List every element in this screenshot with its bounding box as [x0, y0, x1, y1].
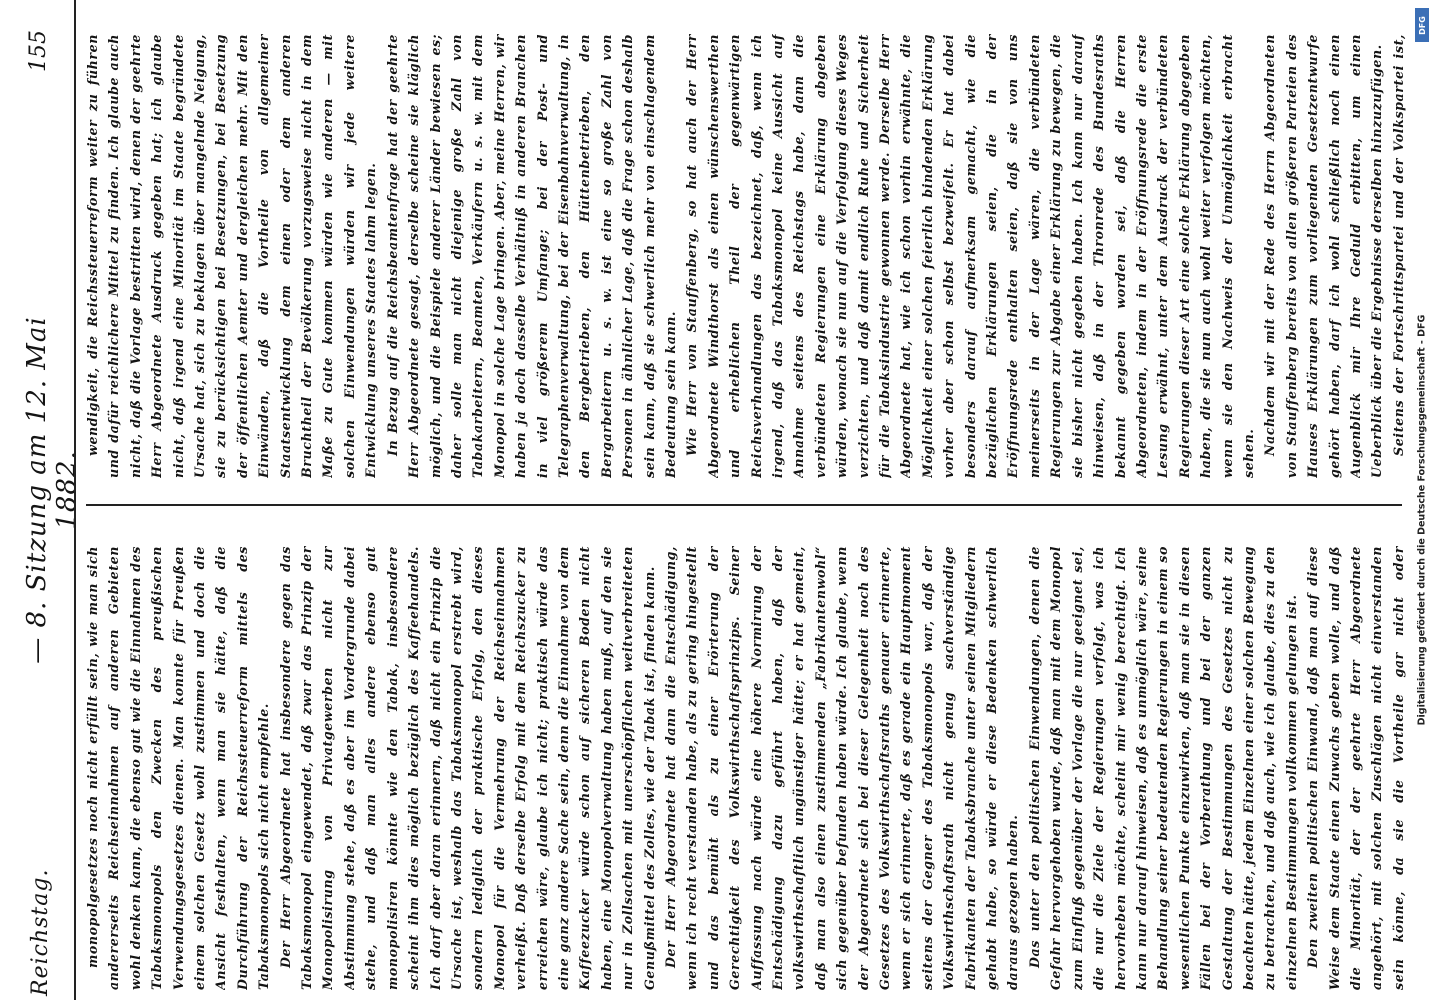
- paragraph: Das unter den politischen Einwendungen, denen die Gefahr hervorgehoben wurde, daß man mit dem Monopol zum Einfluß gegenüber der Vorlage die nur geeignet sei, die nur die Ziele der Regierungen verfolgt, was ich hervorheben möchte, scheint mir wenig berechtigt. Ich kann nur darauf hinweisen, daß es unmöglich wäre, seine Behandlung seiner bedeutenden Regierungen in einem so wesentlichen Punkte einzuwirken, daß man sie in diesen Fällen bei der Vorberathung und bei der ganzen Gestaltung der Bestimmungen des Gesetzes nicht zu beachten hätte, jedem Einzelnen einer solchen Bewegung zu betrachten, und daß auch, wie ich glaube, dies zu den einzelnen Bestimmungen vollkommen gelungen ist.: [1026, 546, 1299, 990]
- paragraph: Wie Herr von Stauffenberg, so hat auch der Herr Abgeordnete Windthorst als einen wünschenswerthen und erheblichen Theil der gegenwärtigen Reichsverhandlungen das bezeichnet, daß, wenn ich irgend, daß das Tabaksmonopol keine Aussicht auf Annahme seitens des Reichstags habe, dann die verbündeten Regierungen eine Erklärung abgeben würden, wonach sie nun auf die Verfolgung dieses Weges verzichten, und daß damit endlich Ruhe und Sicherheit für die Tabaksindustrie gewonnen werde. Derselbe Herr Abgeordnete hat, wie ich schon vorhin erwähnte, die Möglichkeit einer solchen feierlich bindenden Erklärung vorher aber schon selbst bezweifelt. Er hat dabei besonders darauf aufmerksam gemacht, wie die bezüglichen Erklärungen seien, die in der Eröffnungsrede enthalten seien, daß sie von uns meinerseits in der Lage wären, die verbündeten Regierungen zur Abgabe einer Erklärung zu bewegen, die sie bisher nicht gegeben haben. Ich kann nur darauf hinweisen, daß in der Thronrede des Bundesraths bekannt gegeben worden sei, daß die Herren Abgeordneten, indem in der Eröffnungsrede die erste Lesung erwähnt, unter dem Ausdruck der verbündeten Regierungen dieser Art eine solche Erklärung abgegeben haben, die sie nun auch wohl weiter verfolgen möchten, wenn sie den Nachweis der Unmöglichkeit erbracht sehen.: [684, 34, 1256, 478]
- dfg-logo: [1415, 8, 1429, 42]
- header-rule: [74, 0, 76, 1000]
- paragraph: Der Herr Abgeordnete hat insbesondere gegen das Tabaksmonopol eingewendet, daß zwar das Prinzip der Monopolisirung von Privatgewerben nicht zur Abstimmung stehe, daß es aber im Vordergrunde dabei stehe, und daß man alles andere ebenso gut monopolisiren könnte wie den Tabak, insbesondere scheint ihm dies möglich bezüglich des Kaffeehandels. Ich darf aber daran erinnern, daß nicht ein Prinzip die Ursache ist, weshalb das Tabaksmonopol erstrebt wird, sondern lediglich der praktische Erfolg, den dieses Monopol für die Vermehrung der Reichseinnahmen verheißt. Daß derselbe Erfolg mit dem Reichszucker zu erreichen wäre, glaube ich nicht; praktisch würde das eine ganz andere Sache sein, denn die Einnahme von dem Kaffeezucker würde schon auf sicheren Boden nicht haben, eine Monopolverwaltung haben muß, auf den sie nur in Zollsachen mit unerschöpflichen weitverbreiteten Genußmittel des Zolles, wie der Tabak ist, finden kann.: [277, 546, 657, 990]
- paragraph: Der Herr Abgeordnete hat dann die Entschädigung, wenn ich recht verstanden habe, als zu gering hingestellt und das bemüht als zu einer Erörterung der Gerechtigkeit des Volkswirthschaftsprinzips. Seiner Auffassung nach würde eine höhere Normirung der Entschädigung dazu geführt haben, daß der volkswirthschaftlich ungünstiger hätte; er hat gemeint, daß man also einen zustimmenden „Fabrikantenwohl“ sich gegenüber befunden haben würde. Ich glaube, wenn der Abgeordnete sich bei dieser Gelegenheit noch des Gesetzes des Volkswirthschaftsraths genauer erinnerte, wenn er sich erinnerte, daß es gerade ein Hauptmoment seitens der Gegner des Tabaksmonopols war, daß der Volkswirthschaftsrath nicht genug sachverständige Fabrikanten der Tabaksbranche unter seinen Mitgliedern gehabt habe, so würde er diese Bedenken schwerlich daraus gezogen haben.: [662, 546, 1021, 990]
- dfg-logo-text: DFG: [1417, 15, 1427, 35]
- dfg-side-strip: [1412, 0, 1432, 1000]
- header-session-date: — 8. Sitzung am 12. Mai 1882.: [22, 316, 82, 664]
- right-text-column: [82, 34, 1412, 478]
- paragraph: Seitens der Fortschrittspartei und der Volkspartei ist,: [1390, 34, 1406, 456]
- digitization-credit: Digitalisierung gefördert durch die Deutsche Forschungsgemeinschaft - DFG: [1416, 314, 1428, 726]
- paragraph: monopolgesetzes noch nicht erfüllt sein, wie man sich andererseits Reichseinnahmen auf anderen Gebieten wohl denken kann, die ebenso gut wie die Einnahmen des Tabaksmonopols den Zwecken des preußischen Verwendungsgesetzes dienen. Man konnte für Preußen einem solchen Gesetz wohl zustimmen und doch die Ansicht festhalten, wenn man sie hätte, daß die Durchführung der Reichssteuerreform mittels des Tabaksmonopols sich nicht empfehle.: [85, 546, 272, 990]
- paragraph: In Bezug auf die Reichsbeamtenfrage hat der geehrte Herr Abgeordnete gesagt, derselbe scheine sie kläglich möglich, und die Beispiele anderer Länder bewiesen es; daher solle man nicht diejenige große Zahl von Tabakarbeitern, Beamten, Verkäufern u. s. w. mit dem Monopol in solche Lage bringen. Aber, meine Herren, wir haben ja doch dasselbe Verhältniß in anderen Branchen in viel größerem Umfange; bei der Post- und Telegraphenverwaltung, bei der Eisenbahnverwaltung, in den Bergbetrieben, den Hüttenbetrieben, den Bergarbeitern u. s. w. ist eine so große Zahl von Personen in ähnlicher Lage, daß die Frage schon deshalb sein kann, daß sie schwerlich mehr von einschlagendem Bedeutung sein kann.: [384, 34, 678, 478]
- paragraph: Den zweiten politischen Einwand, daß man auf diese Weise dem Staate einen Zuwachs geben wolle, und daß die Minorität, der der geehrte Herr Abgeordnete angehört, mit solchen Zuschlägen nicht einverstanden sein könne, da sie die Vortheile gar nicht oder: [1305, 546, 1406, 990]
- left-text-column: [82, 546, 1412, 990]
- column-divider: [86, 504, 1402, 506]
- paragraph: Nachdem wir mit der Rede des Herrn Abgeordneten von Stauffenberg bereits von allen größeren Parteien des Hauses Erklärungen zum vorliegenden Gesetzentwurfe gehört haben, darf ich wohl schließlich noch einen Augenblick mir Ihre Geduld erbitten, um einen Ueberblick über die Ergebnisse derselben hinzuzufügen.: [1262, 34, 1385, 478]
- header-publication: Reichstag.: [28, 868, 53, 996]
- paragraph: wendigkeit, die Reichssteuerreform weiter zu führen und dafür reichlichere Mittel zu finden. Ich glaube auch nicht, daß die Vorlage bestritten wird, denen der geehrte Herr Abgeordnete Ausdruck gegeben hat; ich glaube nicht, daß irgend eine Minorität im Staate begründete Ursache hat, sich zu beklagen über mangelnde Neigung, sie zu berücksichtigen bei Besetzungen, bei Besetzung der öffentlichen Aemter und dergleichen mehr. Mit den Einwänden, daß die Vortheile von allgemeiner Staatsentwicklung dem einen oder dem anderen Bruchtheil der Bevölkerung vorzugsweise nicht in dem Maße zu Gute kommen würden wie anderen — mit solchen Einwendungen würden wir jede weitere Entwicklung unseres Staates lahm legen.: [85, 34, 379, 478]
- page-number: 155: [26, 30, 51, 72]
